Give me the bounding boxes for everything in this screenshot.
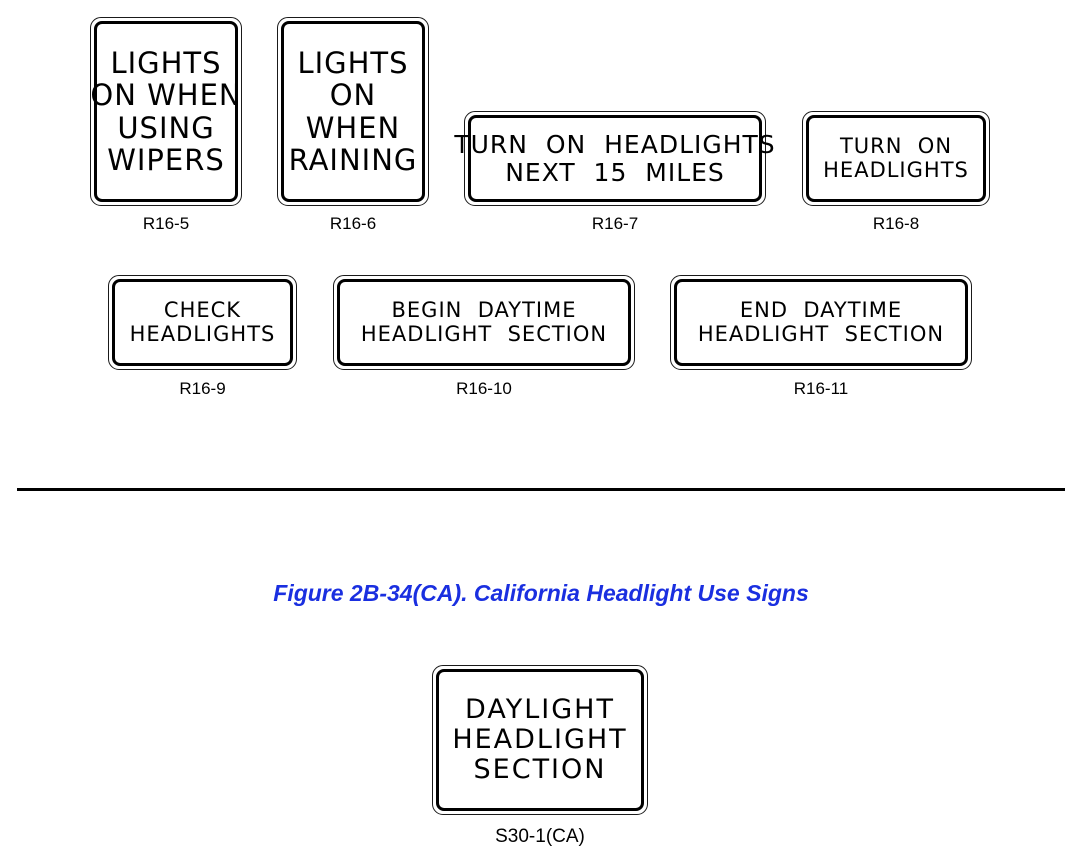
sign-r16-6-line-4: RAINING	[288, 142, 418, 177]
sign-r16-5-line-2: ON WHEN	[90, 78, 242, 113]
sign-code-r16-6: R16-6	[329, 214, 377, 233]
sign-r16-10-panel	[337, 279, 631, 366]
sign-r16-6-line-2: ON	[329, 78, 377, 113]
sign-r16-11-line-2: HEADLIGHT SECTION	[697, 321, 945, 346]
sign-r16-10-line-2: HEADLIGHT SECTION	[360, 321, 608, 346]
figure-caption: Figure 2B-34(CA). California Headlight Use Signs	[273, 580, 809, 606]
sign-code-r16-9: R16-9	[179, 379, 226, 398]
sign-r16-9	[108, 275, 297, 370]
sign-code-r16-8: R16-8	[872, 214, 920, 233]
sign-s30-1-line-2: HEADLIGHT	[452, 723, 628, 755]
sign-r16-8	[802, 111, 990, 206]
sign-r16-6-line-1: LIGHTS	[297, 45, 409, 80]
sign-r16-7-panel	[454, 115, 776, 202]
sign-code-r16-11: R16-11	[793, 379, 849, 398]
sign-r16-11-panel	[674, 279, 968, 366]
sign-r16-6-panel	[281, 21, 425, 202]
sign-r16-8-line-1: TURN ON	[839, 133, 953, 158]
sign-r16-10-line-1: BEGIN DAYTIME	[391, 297, 577, 322]
sign-r16-5-panel	[90, 21, 242, 202]
sign-r16-7-line-1: TURN ON HEADLIGHTS	[454, 129, 776, 159]
sign-r16-5-line-3: USING	[117, 110, 215, 145]
section-divider	[17, 488, 1065, 491]
sign-r16-7-line-2: NEXT 15 MILES	[505, 157, 725, 187]
sign-r16-5	[90, 17, 242, 206]
sign-r16-6	[277, 17, 429, 206]
sign-r16-6-line-3: WHEN	[305, 110, 401, 145]
sign-r16-7	[454, 111, 776, 206]
sign-code-r16-7: R16-7	[591, 214, 639, 233]
sign-r16-9-line-2: HEADLIGHTS	[129, 321, 276, 346]
sign-r16-11-line-1: END DAYTIME	[739, 297, 903, 322]
sign-r16-9-line-1: CHECK	[163, 297, 242, 322]
sign-r16-9-panel	[112, 279, 293, 366]
sign-r16-8-line-2: HEADLIGHTS	[823, 157, 969, 182]
sign-r16-5-line-1: LIGHTS	[110, 45, 222, 80]
sign-s30-1-line-1: DAYLIGHT	[465, 693, 615, 725]
sign-code-r16-5: R16-5	[142, 214, 190, 233]
sign-r16-5-line-4: WIPERS	[107, 142, 225, 177]
sign-s30-1-panel	[436, 669, 644, 811]
sign-r16-10	[333, 275, 635, 370]
sign-code-s30-1: S30-1(CA)	[495, 826, 585, 847]
sign-s30-1	[432, 665, 648, 815]
sign-s30-1-line-3: SECTION	[473, 754, 607, 786]
sign-code-r16-10: R16-10	[456, 379, 512, 398]
sign-r16-8-panel	[806, 115, 986, 202]
sign-r16-11	[670, 275, 972, 370]
